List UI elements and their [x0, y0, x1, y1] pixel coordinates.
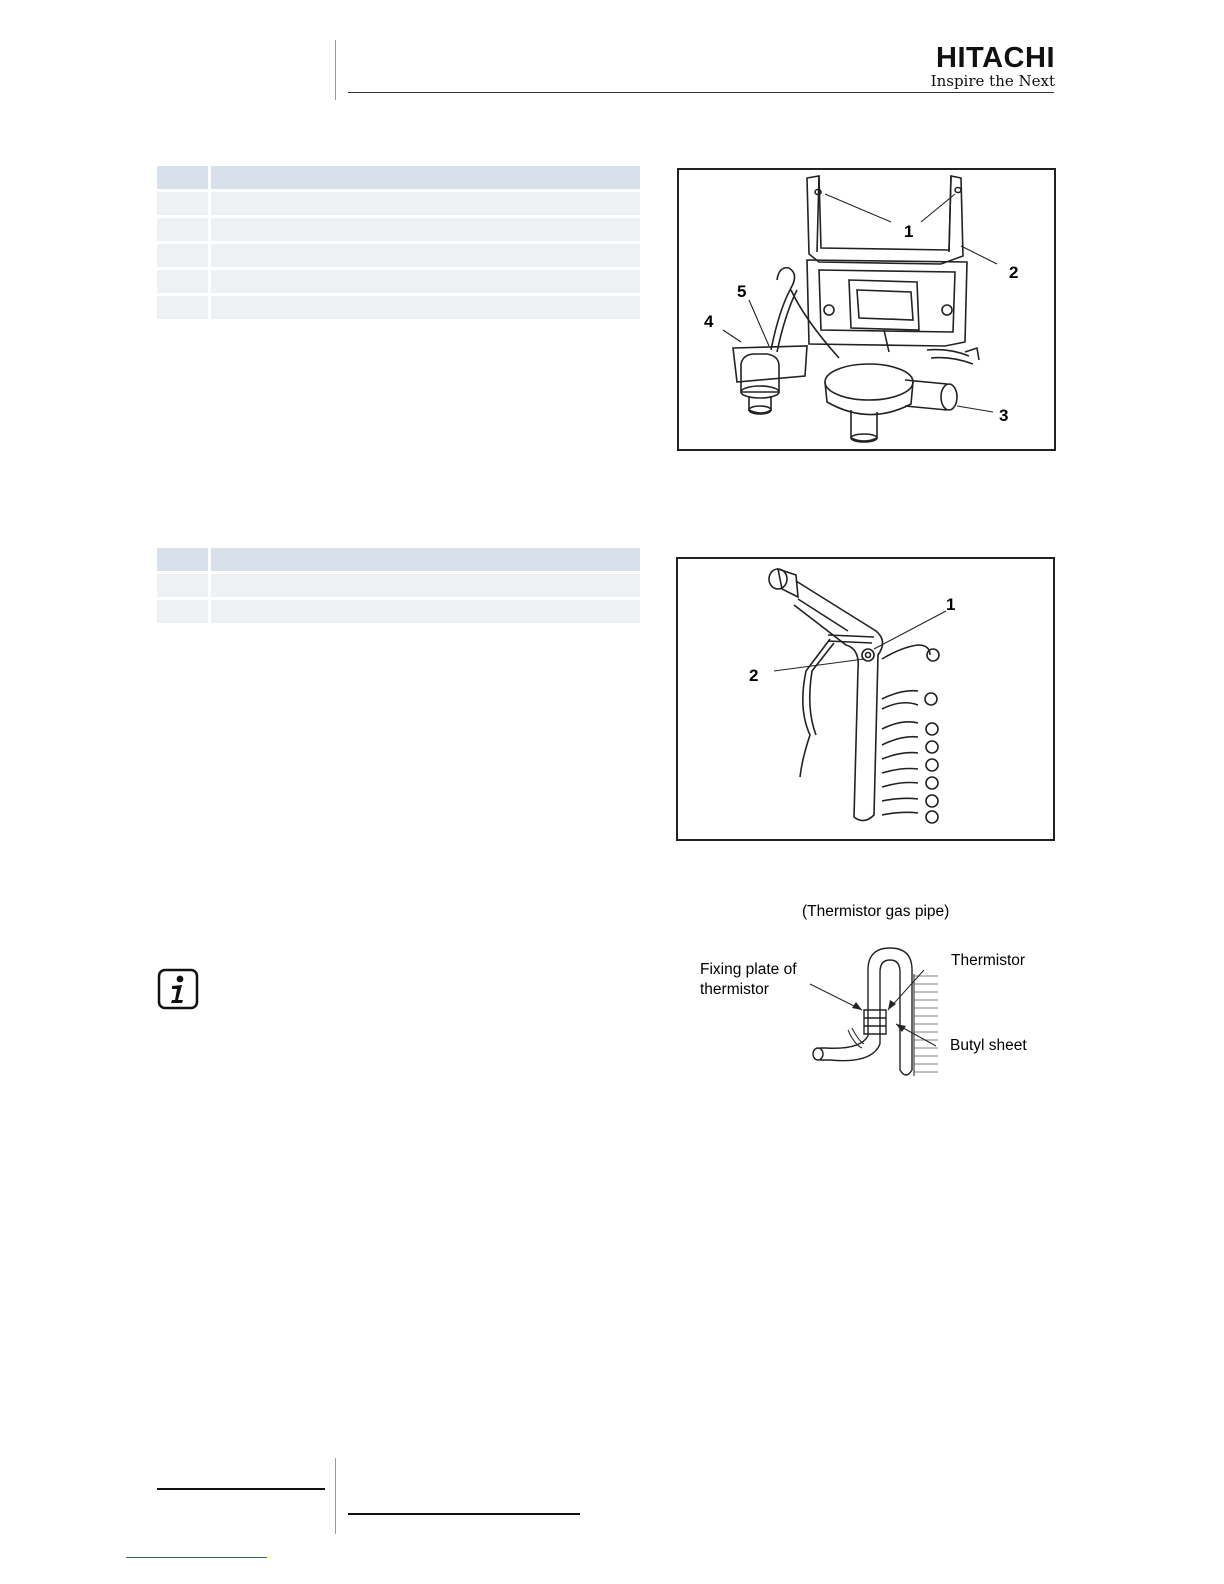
callout-1: 1 [904, 222, 914, 241]
header-rule [348, 92, 1054, 93]
footer-link-underline[interactable] [126, 1557, 267, 1558]
table-cell [211, 574, 640, 597]
drain-pump-illustration [679, 170, 1054, 449]
table-cell [157, 166, 208, 189]
label-fixing-plate-line2: thermistor [700, 981, 769, 998]
info-icon [157, 968, 199, 1010]
callout-5: 5 [737, 282, 747, 301]
diagram-title: (Thermistor gas pipe) [802, 903, 950, 920]
label-fixing-plate-line1: Fixing plate of [700, 961, 797, 978]
footer-rule-middle [348, 1513, 580, 1515]
parts-table-1 [157, 166, 640, 322]
table-cell [157, 574, 208, 597]
table-row [157, 574, 640, 597]
table-header-row [157, 166, 640, 189]
table-row [157, 600, 640, 623]
table-cell [157, 270, 208, 293]
table-cell [157, 548, 208, 571]
table-cell [157, 296, 208, 319]
brand-logo [900, 44, 1055, 90]
table-row [157, 270, 640, 293]
label-fixing-plate [700, 960, 797, 1000]
callout-1: 1 [946, 595, 956, 614]
brand-name: HITACHI [936, 42, 1055, 74]
footer-rule-left [157, 1488, 325, 1490]
callout-2: 2 [1009, 263, 1019, 282]
table-cell [157, 192, 208, 215]
callout-3: 3 [999, 406, 1009, 425]
label-butyl-sheet: Butyl sheet [950, 1037, 1027, 1054]
parts-table-2 [157, 548, 640, 626]
header-pipe-illustration [678, 559, 1053, 839]
table-row [157, 218, 640, 241]
table-row [157, 296, 640, 319]
header-divider [335, 40, 336, 100]
label-thermistor: Thermistor [951, 952, 1026, 969]
table-cell [211, 192, 640, 215]
thermistor-gas-pipe-diagram [700, 940, 1040, 1090]
table-cell [211, 218, 640, 241]
brand-tagline: Inspire the Next [930, 72, 1055, 90]
footer-divider [335, 1458, 336, 1534]
table-cell [157, 244, 208, 267]
figure-thermistor-header [676, 557, 1055, 841]
table-cell [211, 244, 640, 267]
table-row [157, 244, 640, 267]
figure-drain-pump [677, 168, 1056, 451]
table-cell [157, 600, 208, 623]
callout-2: 2 [749, 666, 759, 685]
table-cell [211, 600, 640, 623]
table-cell [211, 270, 640, 293]
table-cell [157, 218, 208, 241]
table-header-row [157, 548, 640, 571]
table-cell [211, 296, 640, 319]
table-cell [211, 548, 640, 571]
table-row [157, 192, 640, 215]
table-cell [211, 166, 640, 189]
callout-4: 4 [704, 312, 714, 331]
